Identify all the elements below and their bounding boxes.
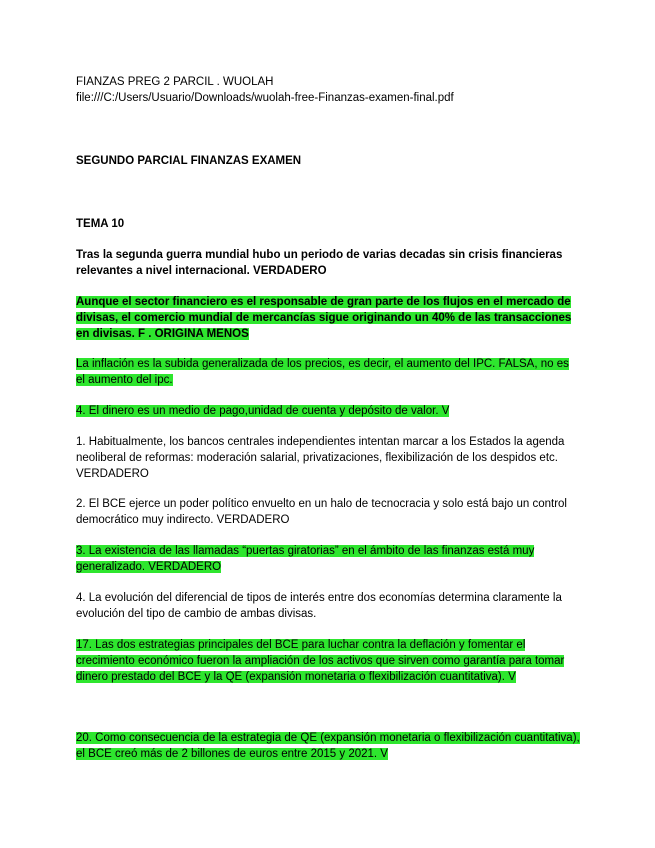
question-item: 1. Habitualmente, los bancos centrales independientes intentan marcar a los Estados la agenda neoliberal de reformas: moderación salarial, privatizaciones, flexibilización de los despidos etc. VERDADERO bbox=[76, 436, 565, 480]
section-heading: TEMA 10 bbox=[76, 218, 125, 230]
question-item: 20. Como consecuencia de la estrategia de QE (expansión monetaria o flexibilización cuantitativa), el BCE creó más de 2 billones de euros entre 2015 y 2021. V bbox=[76, 732, 580, 760]
document-title: SEGUNDO PARCIAL FINANZAS EXAMEN bbox=[76, 155, 302, 167]
question-item: 4. El dinero es un medio de pago,unidad de cuenta y depósito de valor. V bbox=[76, 405, 450, 417]
question-item: Aunque el sector financiero es el responsable de gran parte de los flujos en el mercado de divisas, el comercio mundial de mercancías sigue originando un 40% de las transacciones en divisas. F . ORIGINA MENOS bbox=[76, 296, 572, 340]
question-item: 3. La existencia de las llamadas “puertas giratorias” en el ámbito de las finanzas está muy generalizado. VERDADERO bbox=[76, 545, 535, 573]
header-title: FIANZAS PREG 2 PARCIL . WUOLAH bbox=[76, 76, 274, 88]
question-item: 4. La evolución del diferencial de tipos de interés entre dos economías determina claramente la evolución del tipo de cambio de ambas divisas. bbox=[76, 592, 562, 620]
question-item: 2. El BCE ejerce un poder político envuelto en un halo de tecnocracia y solo está bajo un control democrático muy indirecto. VERDADERO bbox=[76, 498, 567, 526]
question-item: Tras la segunda guerra mundial hubo un periodo de varias decadas sin crisis financieras relevantes a nivel internacional. VERDADERO bbox=[76, 249, 563, 277]
document-header bbox=[76, 74, 581, 106]
question-item: La inflación es la subida generalizada de los precios, es decir, el aumento del IPC. FALSA, no es el aumento del ipc. bbox=[76, 358, 569, 386]
question-item: 17. Las dos estrategias principales del BCE para luchar contra la deflación y fomentar el crecimiento económico fueron la ampliación de los activos que sirven como garantía para tomar dinero prestado del BCE y la QE (expansión monetaria o flexibilización cuantitativa). V bbox=[76, 639, 565, 683]
header-file-path: file:///C:/Users/Usuario/Downloads/wuolah-free-Finanzas-examen-final.pdf bbox=[76, 92, 454, 104]
